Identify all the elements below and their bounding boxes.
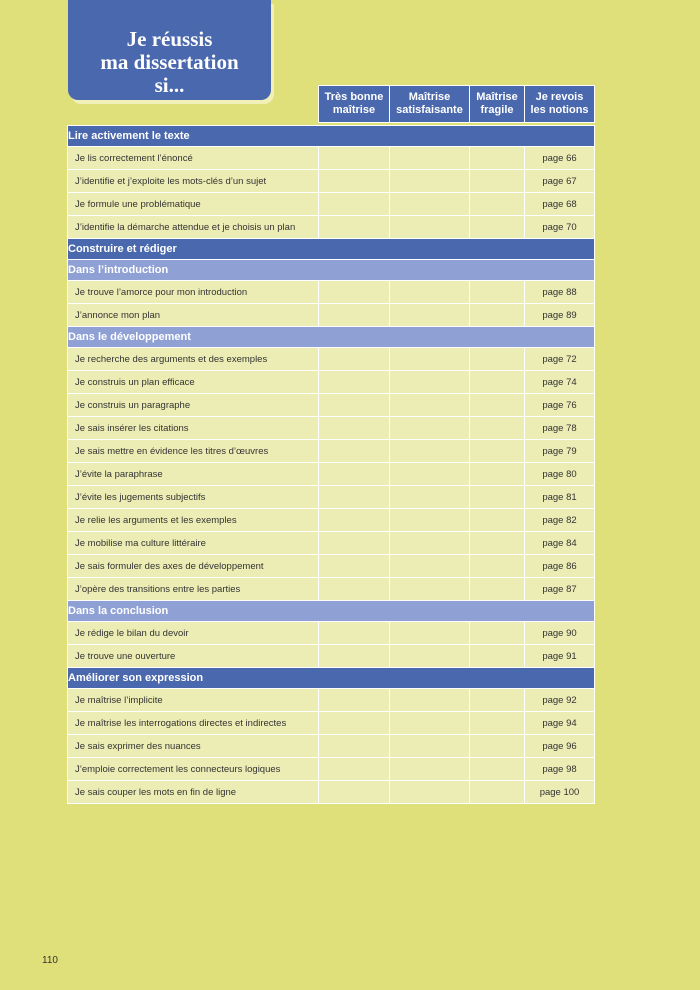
table-row [68, 394, 595, 417]
page-reference: page 78 [525, 417, 595, 440]
page-reference: page 68 [525, 193, 595, 216]
check-satisfaisante-cell[interactable] [390, 622, 470, 645]
check-satisfaisante-cell[interactable] [390, 509, 470, 532]
check-fragile-cell[interactable] [470, 193, 525, 216]
page-reference: page 89 [525, 304, 595, 327]
check-satisfaisante-cell[interactable] [390, 440, 470, 463]
check-fragile-cell[interactable] [470, 555, 525, 578]
check-fragile-cell[interactable] [470, 371, 525, 394]
skill-label: Je relie les arguments et les exemples [68, 509, 319, 532]
section-header-row [68, 260, 595, 281]
skill-label: Je sais formuler des axes de développement [68, 555, 319, 578]
skill-label: J’évite les jugements subjectifs [68, 486, 319, 509]
table-row [68, 371, 595, 394]
skill-label: J’évite la paraphrase [68, 463, 319, 486]
page-reference: page 70 [525, 216, 595, 239]
page-reference: page 86 [525, 555, 595, 578]
section-title: Dans la conclusion [68, 601, 595, 622]
check-fragile-cell[interactable] [470, 712, 525, 735]
table-row [68, 645, 595, 668]
page-reference: page 92 [525, 689, 595, 712]
table-row [68, 689, 595, 712]
skill-label: Je sais couper les mots en fin de ligne [68, 781, 319, 804]
self-assessment-table [67, 85, 595, 804]
table-row [68, 216, 595, 239]
table-row [68, 281, 595, 304]
check-satisfaisante-cell[interactable] [390, 578, 470, 601]
page-reference: page 87 [525, 578, 595, 601]
section-header-row [68, 126, 595, 147]
check-tres-bonne-cell[interactable] [319, 147, 390, 170]
check-fragile-cell[interactable] [470, 147, 525, 170]
col-header-tres-bonne: Très bonne maîtrise [319, 86, 390, 123]
skill-label: Je sais exprimer des nuances [68, 735, 319, 758]
check-tres-bonne-cell[interactable] [319, 281, 390, 304]
section-title: Dans le développement [68, 327, 595, 348]
check-fragile-cell[interactable] [470, 781, 525, 804]
skill-label: Je rédige le bilan du devoir [68, 622, 319, 645]
skill-label: Je maîtrise les interrogations directes et indirectes [68, 712, 319, 735]
check-satisfaisante-cell[interactable] [390, 216, 470, 239]
check-tres-bonne-cell[interactable] [319, 645, 390, 668]
skill-label: Je lis correctement l’énoncé [68, 147, 319, 170]
check-satisfaisante-cell[interactable] [390, 394, 470, 417]
check-fragile-cell[interactable] [470, 532, 525, 555]
header-blank [68, 86, 319, 123]
check-satisfaisante-cell[interactable] [390, 193, 470, 216]
check-fragile-cell[interactable] [470, 417, 525, 440]
check-tres-bonne-cell[interactable] [319, 781, 390, 804]
page-reference: page 100 [525, 781, 595, 804]
check-satisfaisante-cell[interactable] [390, 781, 470, 804]
check-fragile-cell[interactable] [470, 645, 525, 668]
check-fragile-cell[interactable] [470, 281, 525, 304]
skill-label: J’identifie et j’exploite les mots-clés d’un sujet [68, 170, 319, 193]
table-row [68, 758, 595, 781]
page-reference: page 82 [525, 509, 595, 532]
page-reference: page 79 [525, 440, 595, 463]
check-tres-bonne-cell[interactable] [319, 216, 390, 239]
skill-label: J’identifie la démarche attendue et je choisis un plan [68, 216, 319, 239]
page-reference: page 67 [525, 170, 595, 193]
check-tres-bonne-cell[interactable] [319, 735, 390, 758]
check-satisfaisante-cell[interactable] [390, 758, 470, 781]
check-satisfaisante-cell[interactable] [390, 645, 470, 668]
skill-label: Je sais mettre en évidence les titres d’œuvres [68, 440, 319, 463]
check-satisfaisante-cell[interactable] [390, 712, 470, 735]
skill-label: Je formule une problématique [68, 193, 319, 216]
check-satisfaisante-cell[interactable] [390, 147, 470, 170]
check-tres-bonne-cell[interactable] [319, 304, 390, 327]
title-line-3: si... [154, 73, 185, 97]
check-tres-bonne-cell[interactable] [319, 348, 390, 371]
page-reference: page 90 [525, 622, 595, 645]
table-row [68, 781, 595, 804]
check-fragile-cell[interactable] [470, 440, 525, 463]
page-reference: page 66 [525, 147, 595, 170]
check-fragile-cell[interactable] [470, 170, 525, 193]
table-row [68, 578, 595, 601]
table-row [68, 348, 595, 371]
col-header-fragile: Maîtrise fragile [470, 86, 525, 123]
section-title: Construire et rédiger [68, 239, 595, 260]
check-tres-bonne-cell[interactable] [319, 555, 390, 578]
page-reference: page 94 [525, 712, 595, 735]
section-header-row [68, 327, 595, 348]
table-row [68, 622, 595, 645]
page-reference: page 91 [525, 645, 595, 668]
page-reference: page 96 [525, 735, 595, 758]
check-fragile-cell[interactable] [470, 758, 525, 781]
skill-label: J’emploie correctement les connecteurs logiques [68, 758, 319, 781]
table-row [68, 147, 595, 170]
check-satisfaisante-cell[interactable] [390, 486, 470, 509]
title-line-1: Je réussis [126, 27, 213, 51]
table-row [68, 304, 595, 327]
check-tres-bonne-cell[interactable] [319, 622, 390, 645]
check-tres-bonne-cell[interactable] [319, 417, 390, 440]
check-fragile-cell[interactable] [470, 509, 525, 532]
page-reference: page 81 [525, 486, 595, 509]
check-fragile-cell[interactable] [470, 735, 525, 758]
table-row [68, 712, 595, 735]
check-tres-bonne-cell[interactable] [319, 712, 390, 735]
page-reference: page 72 [525, 348, 595, 371]
check-satisfaisante-cell[interactable] [390, 371, 470, 394]
skill-label: J’opère des transitions entre les parties [68, 578, 319, 601]
check-fragile-cell[interactable] [470, 486, 525, 509]
col-header-satisfaisante: Maîtrise satisfaisante [390, 86, 470, 123]
check-tres-bonne-cell[interactable] [319, 689, 390, 712]
check-satisfaisante-cell[interactable] [390, 689, 470, 712]
check-tres-bonne-cell[interactable] [319, 193, 390, 216]
skill-label: Je sais insérer les citations [68, 417, 319, 440]
table-row [68, 486, 595, 509]
check-satisfaisante-cell[interactable] [390, 532, 470, 555]
skill-label: Je trouve une ouverture [68, 645, 319, 668]
check-tres-bonne-cell[interactable] [319, 486, 390, 509]
page-reference: page 84 [525, 532, 595, 555]
table-row [68, 440, 595, 463]
check-satisfaisante-cell[interactable] [390, 463, 470, 486]
table-row [68, 193, 595, 216]
check-tres-bonne-cell[interactable] [319, 758, 390, 781]
page-reference: page 80 [525, 463, 595, 486]
col-header-je-revois: Je revois les notions [525, 86, 595, 123]
skill-label: Je recherche des arguments et des exemples [68, 348, 319, 371]
check-tres-bonne-cell[interactable] [319, 440, 390, 463]
section-header-row [68, 239, 595, 260]
skill-label: Je construis un plan efficace [68, 371, 319, 394]
check-fragile-cell[interactable] [470, 216, 525, 239]
skill-label: Je mobilise ma culture littéraire [68, 532, 319, 555]
check-fragile-cell[interactable] [470, 304, 525, 327]
table-row [68, 555, 595, 578]
check-tres-bonne-cell[interactable] [319, 509, 390, 532]
table-row [68, 417, 595, 440]
skill-label: Je construis un paragraphe [68, 394, 319, 417]
section-title: Améliorer son expression [68, 668, 595, 689]
check-satisfaisante-cell[interactable] [390, 735, 470, 758]
table-row [68, 532, 595, 555]
check-fragile-cell[interactable] [470, 394, 525, 417]
page-number: 110 [42, 955, 58, 966]
check-satisfaisante-cell[interactable] [390, 281, 470, 304]
page-reference: page 98 [525, 758, 595, 781]
skill-label: Je maîtrise l’implicite [68, 689, 319, 712]
check-tres-bonne-cell[interactable] [319, 394, 390, 417]
skill-label: Je trouve l’amorce pour mon introduction [68, 281, 319, 304]
check-fragile-cell[interactable] [470, 689, 525, 712]
table-row [68, 170, 595, 193]
table-row [68, 463, 595, 486]
check-tres-bonne-cell[interactable] [319, 578, 390, 601]
page-reference: page 76 [525, 394, 595, 417]
check-satisfaisante-cell[interactable] [390, 348, 470, 371]
check-tres-bonne-cell[interactable] [319, 170, 390, 193]
page-reference: page 88 [525, 281, 595, 304]
check-tres-bonne-cell[interactable] [319, 371, 390, 394]
check-fragile-cell[interactable] [470, 348, 525, 371]
check-satisfaisante-cell[interactable] [390, 555, 470, 578]
header-row [68, 86, 595, 123]
check-tres-bonne-cell[interactable] [319, 463, 390, 486]
section-header-row [68, 668, 595, 689]
section-title: Dans l’introduction [68, 260, 595, 281]
check-satisfaisante-cell[interactable] [390, 417, 470, 440]
title-line-2: ma dissertation [100, 50, 239, 74]
check-fragile-cell[interactable] [470, 622, 525, 645]
check-fragile-cell[interactable] [470, 463, 525, 486]
section-title: Lire activement le texte [68, 126, 595, 147]
page-reference: page 74 [525, 371, 595, 394]
check-fragile-cell[interactable] [470, 578, 525, 601]
section-header-row [68, 601, 595, 622]
table-row [68, 509, 595, 532]
skill-label: J’annonce mon plan [68, 304, 319, 327]
check-satisfaisante-cell[interactable] [390, 170, 470, 193]
check-satisfaisante-cell[interactable] [390, 304, 470, 327]
check-tres-bonne-cell[interactable] [319, 532, 390, 555]
table-row [68, 735, 595, 758]
